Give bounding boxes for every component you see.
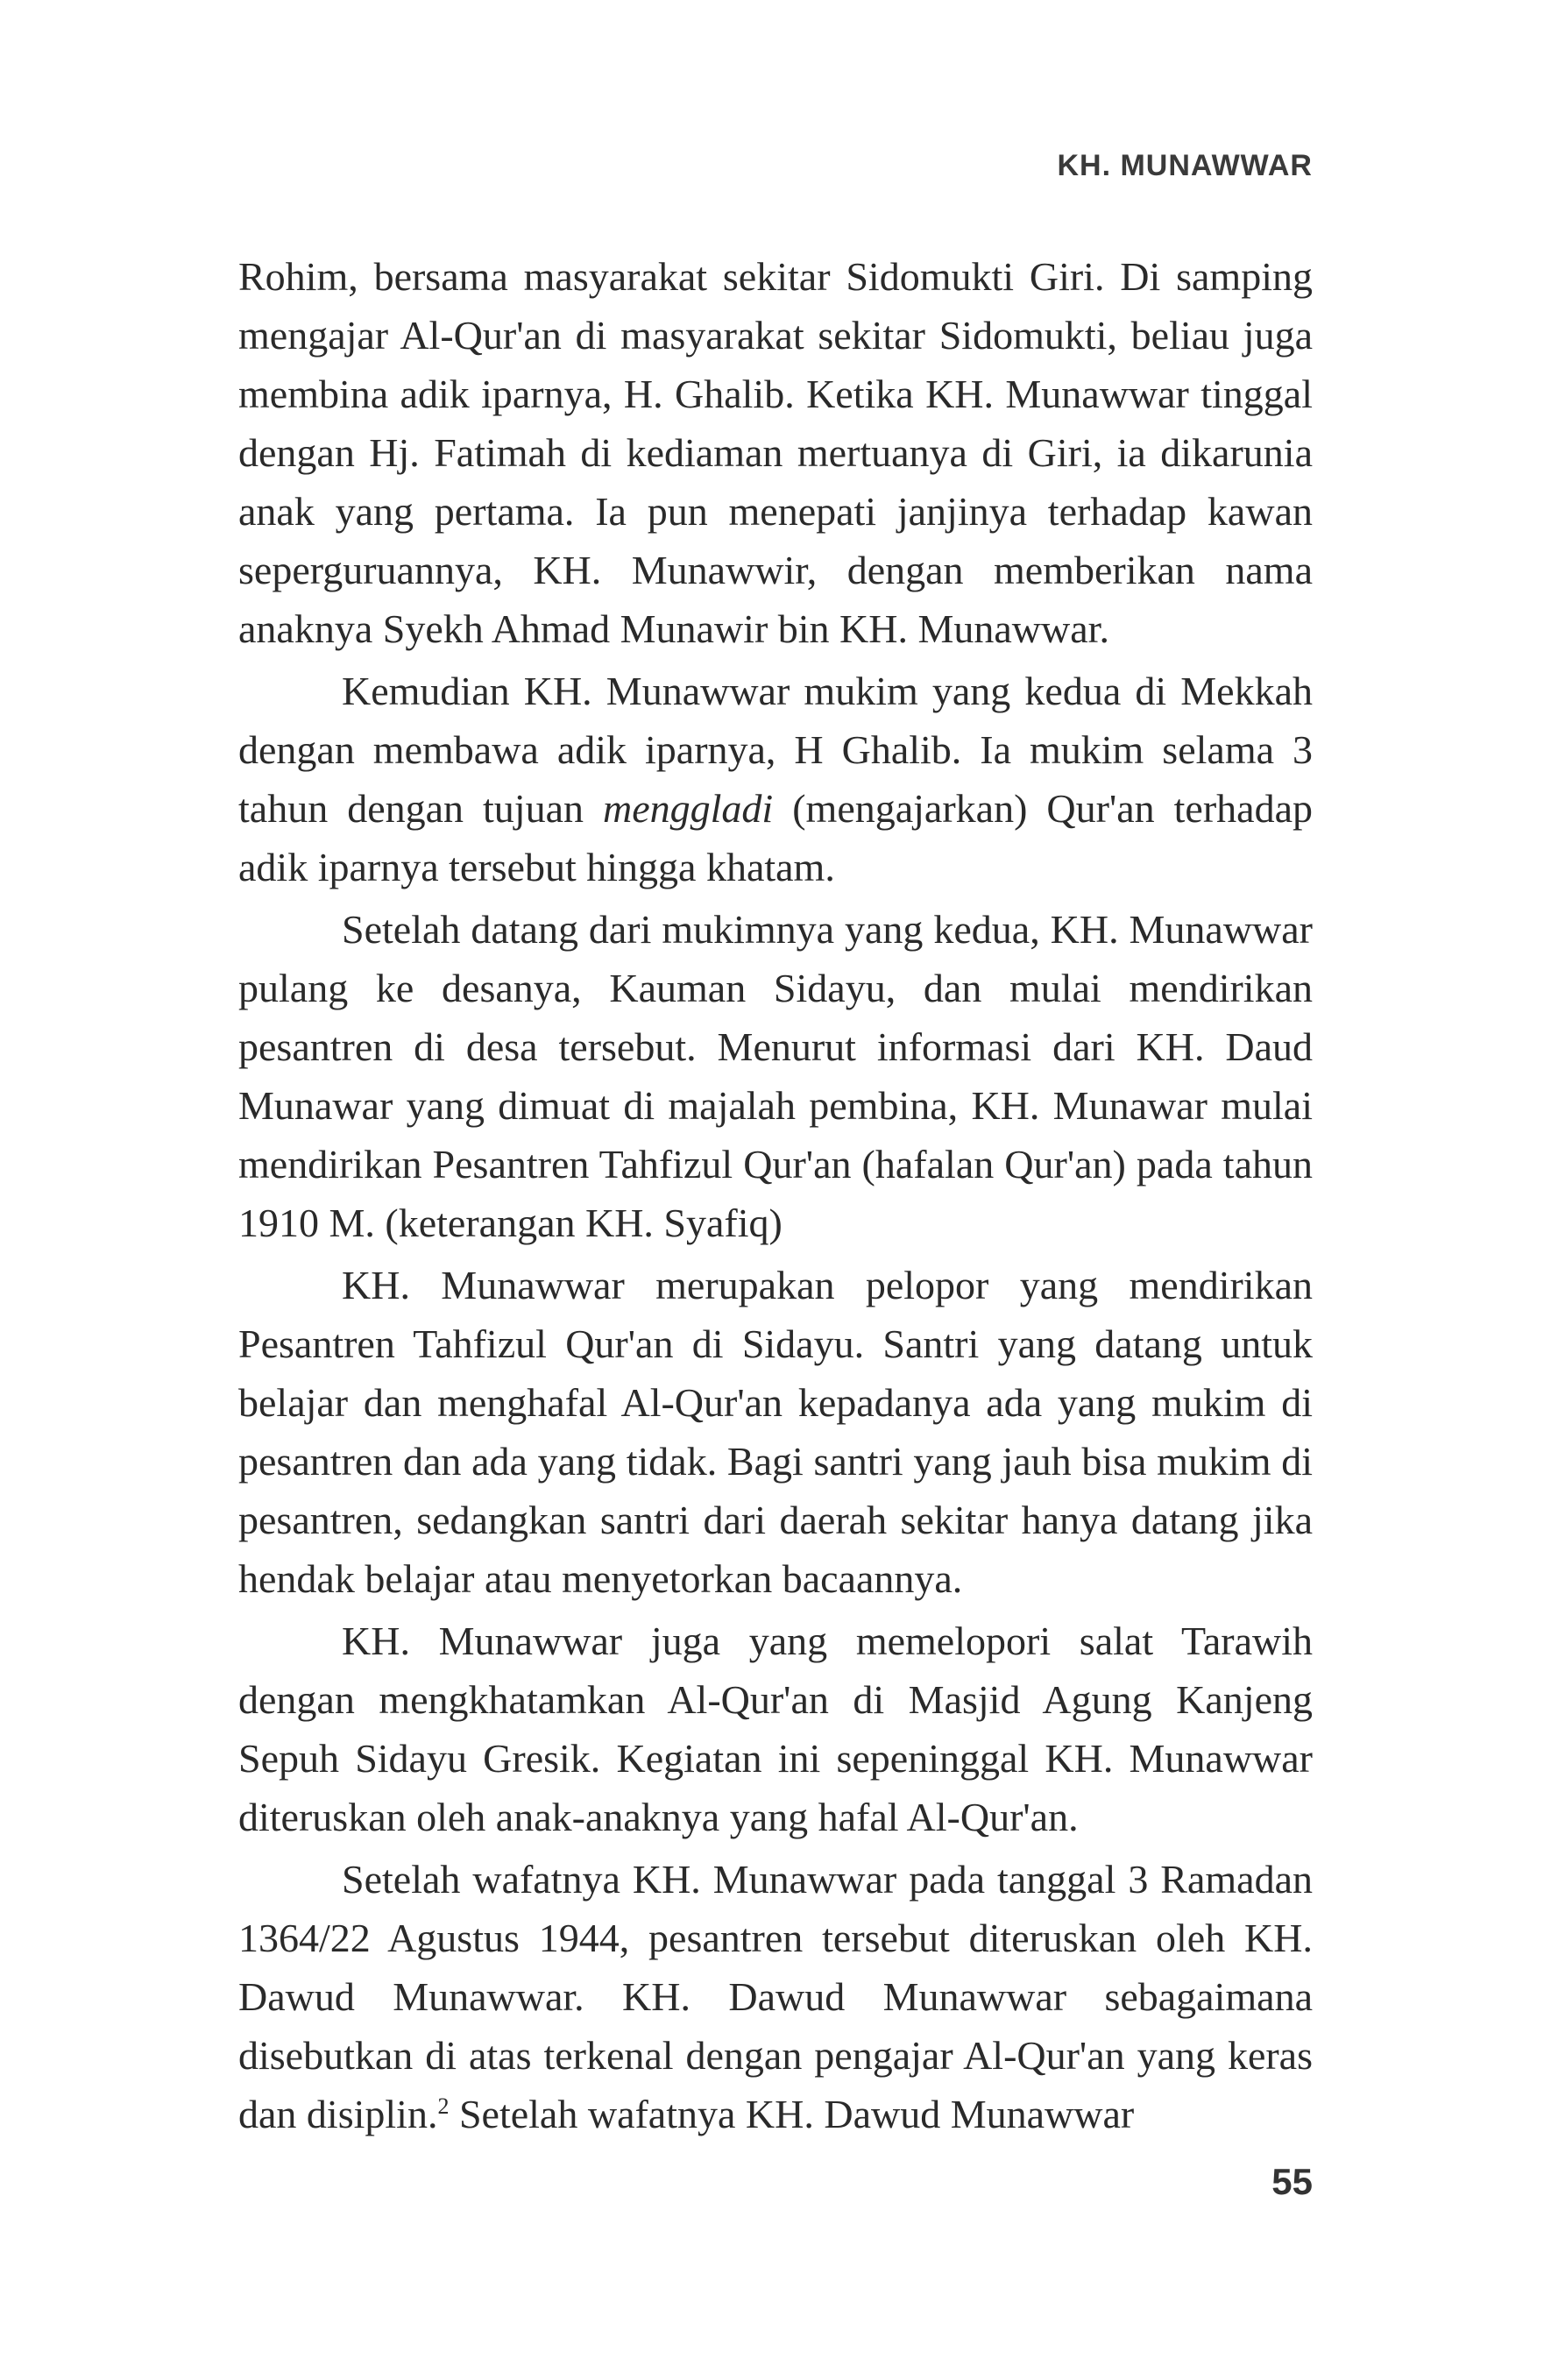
paragraph-4: KH. Munawwar merupakan pelopor yang mendirikan Pesantren Tahfizul Qur'an di Sidayu. Santri yang datang untuk belajar dan menghafal Al-Qur'an kepadanya ada yang mukim di pesantren dan ada yang tidak. Bagi santri yang jauh bisa mukim di pesantren, sedangkan santri dari daerah sekitar hanya datang jika hendak belajar atau menyetorkan bacaannya. (238, 1263, 1313, 1601)
italic-term: menggladi (603, 786, 774, 831)
paragraph-2 (238, 662, 1313, 896)
paragraph-2-text-b: (mengajarkan) Qur'an terhadap adik iparnya tersebut hingga khatam. (238, 786, 1313, 889)
running-head: KH. MUNAWWAR (1057, 149, 1313, 182)
footnote-marker[interactable]: 2 (437, 2093, 450, 2119)
paragraph-1: Rohim, bersama masyarakat sekitar Sidomukti Giri. Di samping mengajar Al-Qur'an di masyarakat sekitar Sidomukti, beliau juga membina adik iparnya, H. Ghalib. Ketika KH. Munawwar tinggal dengan Hj. Fatimah di kediaman mertuanya di Giri, ia dikarunia anak yang pertama. Ia pun menepati janjinya terhadap kawan seperguruannya, KH. Munawwir, dengan memberikan nama anaknya Syekh Ahmad Munawir bin KH. Munawwar. (238, 254, 1313, 651)
page-number: 55 (1271, 2161, 1313, 2202)
paragraph-5: KH. Munawwar juga yang memelopori salat Tarawih dengan mengkhatamkan Al-Qur'an di Masjid Agung Kanjeng Sepuh Sidayu Gresik. Kegiatan ini sepeninggal KH. Munawwar diteruskan oleh anak-anaknya yang hafal Al-Qur'an. (238, 1619, 1313, 1839)
paragraph-6 (238, 1850, 1313, 2143)
paragraph-2-text-a: Kemudian KH. Munawwar mukim yang kedua di Mekkah dengan membawa adik iparnya, H Ghalib. Ia mukim selama 3 tahun dengan tujuan (238, 669, 1313, 831)
paragraph-6-text-b: Setelah wafatnya KH. Dawud Munawwar (449, 2092, 1135, 2136)
paragraph-3: Setelah datang dari mukimnya yang kedua, KH. Munawwar pulang ke desanya, Kauman Sidayu, dan mulai mendirikan pesantren di desa tersebut. Menurut informasi dari KH. Daud Munawar yang dimuat di majalah pembina, KH. Munawar mulai mendirikan Pesantren Tahfizul Qur'an (hafalan Qur'an) pada tahun 1910 M. (keterangan KH. Syafiq) (238, 907, 1313, 1245)
body-text (238, 247, 1313, 2147)
paragraph-6-text-a: Setelah wafatnya KH. Munawwar pada tanggal 3 Ramadan 1364/22 Agustus 1944, pesantren tersebut diteruskan oleh KH. Dawud Munawwar. KH. Dawud Munawwar sebagaimana disebutkan di atas terkenal dengan pengajar Al-Qur'an yang keras dan disiplin. (238, 1857, 1313, 2136)
